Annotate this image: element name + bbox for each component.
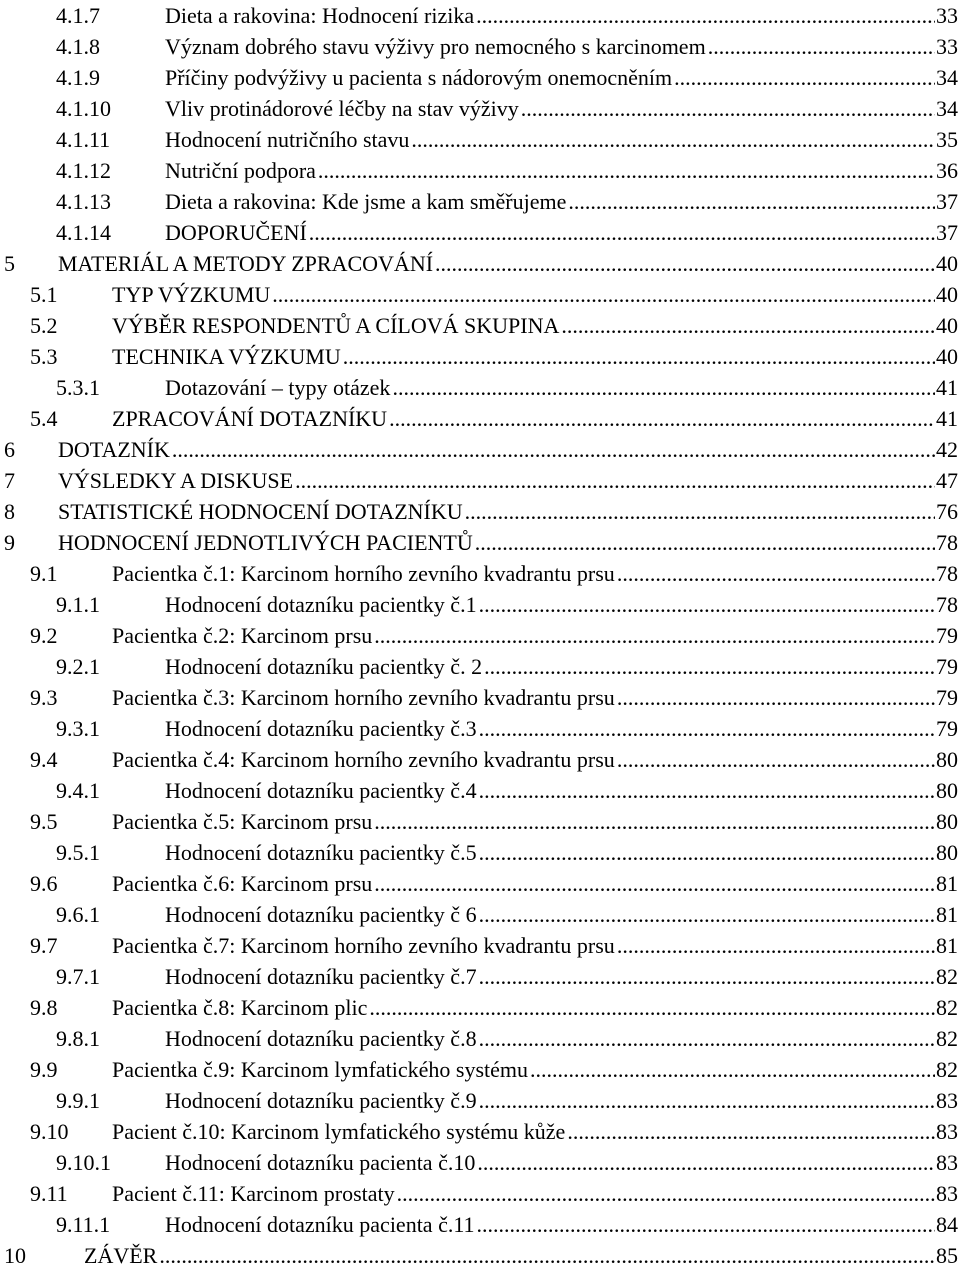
toc-entry-page: 82 [936, 995, 958, 1020]
toc-entry[interactable] [0, 372, 960, 403]
toc-entry-title: TECHNIKA VÝZKUMU [112, 344, 341, 369]
toc-entry[interactable] [0, 527, 960, 558]
toc-entry-page: 78 [936, 530, 958, 555]
toc-entry-page: 78 [936, 561, 958, 586]
toc-entry-title: Hodnocení dotazníku pacientky č.5 [165, 840, 477, 865]
toc-entry-title: DOPORUČENÍ [165, 220, 307, 245]
toc-entry-number: 9.3.1 [56, 716, 100, 741]
toc-entry-title: Pacientka č.2: Karcinom prsu [112, 623, 373, 648]
toc-entry-number: 9.4 [30, 747, 58, 772]
toc-entry-number: 10 [4, 1243, 26, 1267]
toc-entry-page: 41 [936, 406, 958, 431]
toc-entry-number: 9.8.1 [56, 1026, 100, 1051]
toc-entry-number: 9.7 [30, 933, 58, 958]
toc-entry-page: 33 [936, 3, 958, 28]
toc-entry-title: Hodnocení dotazníku pacienta č.10 [165, 1150, 476, 1175]
toc-leader-dots [708, 31, 935, 62]
toc-entry-title: Hodnocení dotazníku pacientky č.8 [165, 1026, 477, 1051]
toc-entry-title: Pacientka č.9: Karcinom lymfatického systému [112, 1057, 529, 1082]
toc-entry-title: ZPRACOVÁNÍ DOTAZNÍKU [112, 406, 388, 431]
toc-entry-number: 9.2 [30, 623, 58, 648]
toc-entry[interactable] [0, 1240, 960, 1267]
toc-leader-dots [617, 930, 935, 961]
toc-entry-page: 81 [936, 902, 958, 927]
toc-entry[interactable] [0, 465, 960, 496]
toc-entry-number: 9.11 [30, 1181, 68, 1206]
toc-entry-page: 81 [936, 933, 958, 958]
toc-leader-dots [484, 651, 935, 682]
toc-entry-number: 4.1.8 [56, 34, 100, 59]
toc-entry-number: 5 [4, 251, 15, 276]
toc-entry[interactable] [0, 1209, 960, 1240]
toc-leader-dots [374, 868, 935, 899]
toc-entry[interactable] [0, 248, 960, 279]
toc-entry-page: 82 [936, 964, 958, 989]
toc-entry-page: 33 [936, 34, 958, 59]
toc-entry-title: Pacientka č.4: Karcinom horního zevního kvadrantu prsu [112, 747, 615, 772]
toc-entry-number: 5.1 [30, 282, 58, 307]
toc-entry-title: Pacient č.11: Karcinom prostaty [112, 1181, 395, 1206]
toc-entry-number: 9 [4, 530, 15, 555]
toc-entry-number: 4.1.10 [56, 96, 111, 121]
toc-entry[interactable] [0, 806, 960, 837]
toc-entry-number: 9.9 [30, 1057, 58, 1082]
toc-entry-page: 83 [936, 1088, 958, 1113]
toc-entry-page: 83 [936, 1181, 958, 1206]
toc-entry-title: Hodnocení dotazníku pacientky č.9 [165, 1088, 477, 1113]
toc-leader-dots [479, 899, 935, 930]
toc-entry[interactable] [0, 837, 960, 868]
toc-entry[interactable] [0, 992, 960, 1023]
toc-leader-dots [617, 744, 935, 775]
toc-leader-dots [479, 775, 935, 806]
toc-leader-dots [369, 992, 935, 1023]
toc-entry[interactable] [0, 341, 960, 372]
toc-entry-number: 9.6.1 [56, 902, 100, 927]
toc-entry-number: 9.1.1 [56, 592, 100, 617]
toc-leader-dots [374, 806, 935, 837]
toc-entry-title: Nutriční podpora [165, 158, 316, 183]
toc-entry-page: 83 [936, 1150, 958, 1175]
toc-entry-title: Dotazování – typy otázek [165, 375, 391, 400]
toc-entry-title: Hodnocení dotazníku pacientky č 6 [165, 902, 477, 927]
toc-entry-page: 79 [936, 623, 958, 648]
toc-leader-dots [479, 961, 935, 992]
toc-entry[interactable] [0, 651, 960, 682]
toc-entry-title: Pacientka č.3: Karcinom horního zevního kvadrantu prsu [112, 685, 615, 710]
toc-entry-page: 81 [936, 871, 958, 896]
toc-leader-dots [318, 155, 935, 186]
toc-entry[interactable] [0, 868, 960, 899]
toc-entry-title: VÝBĚR RESPONDENTŮ A CÍLOVÁ SKUPINA [112, 313, 560, 338]
toc-entry-page: 80 [936, 809, 958, 834]
toc-entry-page: 36 [936, 158, 958, 183]
toc-leader-dots [389, 403, 935, 434]
toc-entry-title: Hodnocení dotazníku pacientky č. 2 [165, 654, 483, 679]
toc-entry[interactable] [0, 620, 960, 651]
toc-entry-title: HODNOCENÍ JEDNOTLIVÝCH PACIENTŮ [58, 530, 473, 555]
toc-entry[interactable] [0, 1023, 960, 1054]
toc-entry-title: TYP VÝZKUMU [112, 282, 271, 307]
toc-leader-dots [159, 1240, 935, 1267]
toc-entry-number: 9.5 [30, 809, 58, 834]
toc-entry-page: 40 [936, 313, 958, 338]
toc-leader-dots [272, 279, 935, 310]
toc-leader-dots [521, 93, 935, 124]
toc-entry-page: 83 [936, 1119, 958, 1144]
toc-leader-dots [479, 837, 935, 868]
toc-entry-page: 40 [936, 344, 958, 369]
toc-leader-dots [476, 0, 935, 31]
toc-entry-number: 4.1.7 [56, 3, 100, 28]
toc-entry-number: 9.6 [30, 871, 58, 896]
toc-leader-dots [465, 496, 935, 527]
toc-entry-page: 37 [936, 220, 958, 245]
toc-entry-number: 5.4 [30, 406, 58, 431]
toc-leader-dots [479, 713, 935, 744]
toc-entry[interactable] [0, 775, 960, 806]
toc-entry[interactable] [0, 899, 960, 930]
toc-entry[interactable] [0, 744, 960, 775]
toc-leader-dots [477, 1209, 935, 1240]
toc-entry[interactable] [0, 558, 960, 589]
toc-entry-title: Pacientka č.6: Karcinom prsu [112, 871, 373, 896]
toc-entry[interactable] [0, 124, 960, 155]
toc-entry-number: 4.1.12 [56, 158, 111, 183]
toc-leader-dots [374, 620, 935, 651]
toc-entry[interactable] [0, 310, 960, 341]
toc-leader-dots [561, 310, 935, 341]
toc-entry-number: 4.1.13 [56, 189, 111, 214]
toc-leader-dots [479, 1023, 935, 1054]
toc-entry-page: 34 [936, 65, 958, 90]
toc-entry[interactable] [0, 0, 960, 31]
toc-entry[interactable] [0, 279, 960, 310]
toc-entry[interactable] [0, 1116, 960, 1147]
toc-leader-dots [435, 248, 935, 279]
toc-entry[interactable] [0, 1085, 960, 1116]
toc-leader-dots [567, 1116, 935, 1147]
toc-entry-title: Význam dobrého stavu výživy pro nemocného s karcinomem [165, 34, 706, 59]
toc-entry-title: Pacientka č.5: Karcinom prsu [112, 809, 373, 834]
toc-entry-page: 78 [936, 592, 958, 617]
toc-entry-title: Příčiny podvýživy u pacienta s nádorovým onemocněním [165, 65, 673, 90]
toc-entry-number: 9.3 [30, 685, 58, 710]
toc-leader-dots [617, 558, 935, 589]
toc-entry-title: Pacientka č.1: Karcinom horního zevního kvadrantu prsu [112, 561, 615, 586]
toc-entry-number: 5.2 [30, 313, 58, 338]
toc-entry-number: 9.4.1 [56, 778, 100, 803]
toc-entry-page: 82 [936, 1026, 958, 1051]
toc-entry[interactable] [0, 93, 960, 124]
toc-entry-page: 79 [936, 716, 958, 741]
toc-leader-dots [295, 465, 935, 496]
toc-entry[interactable] [0, 930, 960, 961]
toc-entry[interactable] [0, 1178, 960, 1209]
toc-entry-number: 4.1.9 [56, 65, 100, 90]
toc-entry[interactable] [0, 403, 960, 434]
toc-entry-page: 80 [936, 840, 958, 865]
toc-entry-title: Hodnocení dotazníku pacienta č.11 [165, 1212, 475, 1237]
toc-entry-title: DOTAZNÍK [58, 437, 170, 462]
toc-entry-page: 34 [936, 96, 958, 121]
toc-entry-page: 85 [936, 1243, 958, 1267]
toc-entry[interactable] [0, 186, 960, 217]
toc-entry-number: 9.10 [30, 1119, 69, 1144]
toc-entry-page: 80 [936, 778, 958, 803]
toc-leader-dots [411, 124, 935, 155]
toc-leader-dots [617, 682, 935, 713]
toc-leader-dots [477, 1147, 935, 1178]
toc-entry-page: 79 [936, 685, 958, 710]
toc-entry-page: 40 [936, 282, 958, 307]
toc-entry-title: Hodnocení dotazníku pacientky č.4 [165, 778, 477, 803]
toc-entry-number: 9.9.1 [56, 1088, 100, 1113]
toc-entry-title: Dieta a rakovina: Kde jsme a kam směřujeme [165, 189, 567, 214]
toc-entry-page: 82 [936, 1057, 958, 1082]
toc-entry-number: 7 [4, 468, 15, 493]
toc-entry-number: 9.8 [30, 995, 58, 1020]
toc-entry-page: 76 [936, 499, 958, 524]
toc-entry-number: 4.1.11 [56, 127, 111, 152]
toc-leader-dots [475, 527, 935, 558]
toc-entry[interactable] [0, 62, 960, 93]
toc-entry[interactable] [0, 713, 960, 744]
toc-entry-title: ZÁVĚR [84, 1243, 158, 1267]
toc-entry-title: STATISTICKÉ HODNOCENÍ DOTAZNÍKU [58, 499, 463, 524]
toc-entry-number: 9.5.1 [56, 840, 100, 865]
toc-entry-number: 9.7.1 [56, 964, 100, 989]
toc-entry[interactable] [0, 434, 960, 465]
toc-entry-number: 9.1 [30, 561, 58, 586]
toc-entry-title: Hodnocení dotazníku pacientky č.1 [165, 592, 477, 617]
toc-entry[interactable] [0, 217, 960, 248]
toc-entry-number: 5.3.1 [56, 375, 100, 400]
toc-leader-dots [674, 62, 935, 93]
toc-leader-dots [397, 1178, 935, 1209]
toc-entry-title: Hodnocení dotazníku pacientky č.3 [165, 716, 477, 741]
toc-entry[interactable] [0, 589, 960, 620]
toc-entry[interactable] [0, 1054, 960, 1085]
toc-entry-page: 84 [936, 1212, 958, 1237]
toc-entry-number: 9.11.1 [56, 1212, 111, 1237]
toc-entry-page: 37 [936, 189, 958, 214]
toc-entry-number: 9.2.1 [56, 654, 100, 679]
toc-leader-dots [568, 186, 935, 217]
toc-entry-page: 42 [936, 437, 958, 462]
toc-entry-title: Pacientka č.7: Karcinom horního zevního kvadrantu prsu [112, 933, 615, 958]
toc-leader-dots [479, 1085, 935, 1116]
toc-entry[interactable] [0, 155, 960, 186]
toc-leader-dots [479, 589, 935, 620]
toc-entry-page: 35 [936, 127, 958, 152]
toc-entry-title: VÝSLEDKY A DISKUSE [58, 468, 294, 493]
toc-entry[interactable] [0, 31, 960, 62]
toc-entry[interactable] [0, 1147, 960, 1178]
toc-entry-title: Pacientka č.8: Karcinom plic [112, 995, 368, 1020]
toc-entry-page: 40 [936, 251, 958, 276]
toc-entry-title: Hodnocení nutričního stavu [165, 127, 410, 152]
toc-entry-page: 47 [936, 468, 958, 493]
toc-leader-dots [172, 434, 935, 465]
toc-entry-title: Pacient č.10: Karcinom lymfatického systému kůže [112, 1119, 566, 1144]
toc-entry-title: Vliv protinádorové léčby na stav výživy [165, 96, 519, 121]
toc-leader-dots [309, 217, 935, 248]
toc-leader-dots [343, 341, 935, 372]
toc-entry-number: 6 [4, 437, 15, 462]
toc-entry-number: 9.10.1 [56, 1150, 111, 1175]
toc-entry[interactable] [0, 961, 960, 992]
toc-entry-number: 5.3 [30, 344, 58, 369]
toc-entry[interactable] [0, 496, 960, 527]
toc-entry-title: MATERIÁL A METODY ZPRACOVÁNÍ [58, 251, 434, 276]
toc-entry-page: 80 [936, 747, 958, 772]
toc-entry-page: 79 [936, 654, 958, 679]
toc-entry-title: Dieta a rakovina: Hodnocení rizika [165, 3, 475, 28]
toc-leader-dots [530, 1054, 935, 1085]
toc-entry-number: 8 [4, 499, 15, 524]
toc-entry-number: 4.1.14 [56, 220, 111, 245]
toc-entry-page: 41 [936, 375, 958, 400]
toc-leader-dots [392, 372, 935, 403]
toc-entry[interactable] [0, 682, 960, 713]
toc-entry-title: Hodnocení dotazníku pacientky č.7 [165, 964, 477, 989]
